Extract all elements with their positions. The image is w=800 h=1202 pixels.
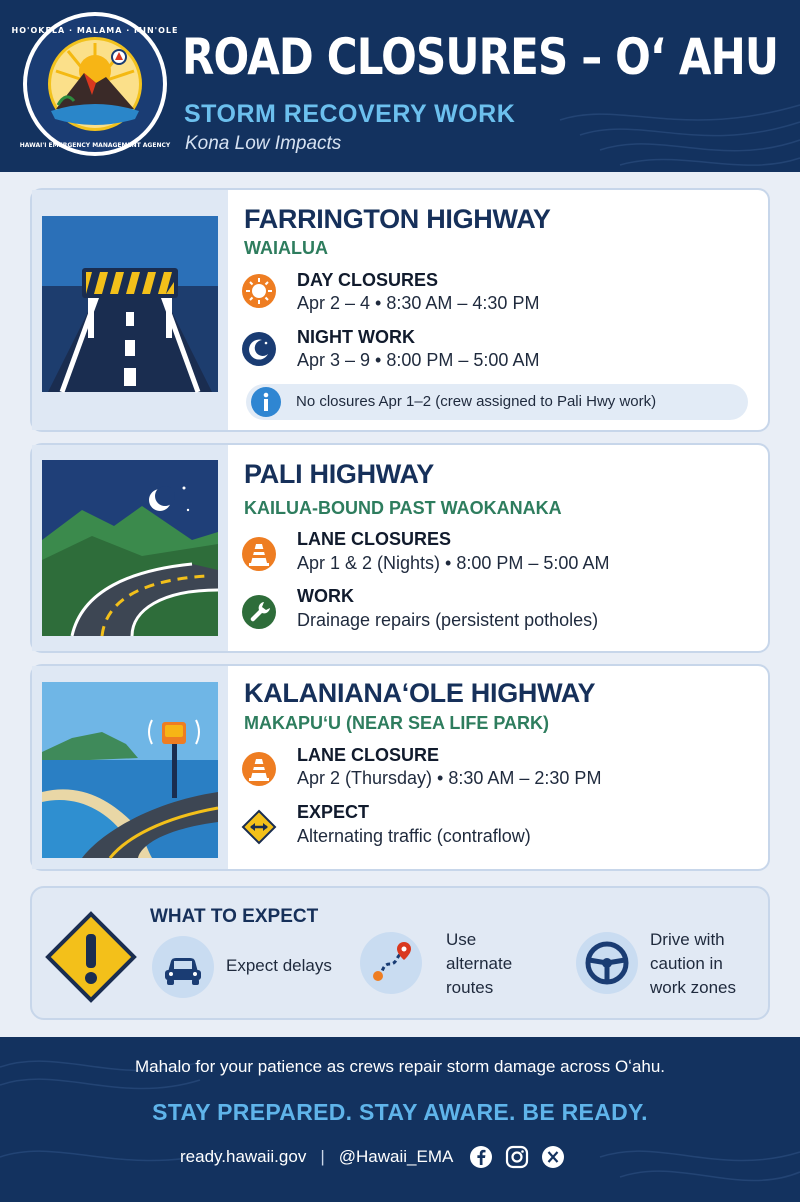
page-subtitle: STORM RECOVERY WORK (184, 100, 516, 128)
info-note-text: No closures Apr 1–2 (crew assigned to Pali Hwy work) (296, 393, 657, 410)
closure-card-kalanianaole (30, 664, 770, 871)
highway-location: KAILUA-BOUND PAST WAOKANAKA (244, 498, 562, 518)
row-label: DAY CLOSURES (297, 270, 439, 290)
page-tagline: Kona Low Impacts (185, 133, 342, 154)
two-way-arrow-sign-icon (242, 810, 276, 844)
website-link[interactable]: ready.hawaii.gov (180, 1147, 307, 1166)
row-detail: Apr 2 (Thursday) • 8:30 AM – 2:30 PM (297, 768, 602, 788)
footer-thanks-text: Mahalo for your patience as crews repair storm damage across Oʻahu. (134, 1057, 666, 1076)
coastal-road-illustration (42, 682, 218, 858)
highway-location: MAKAPUʻU (NEAR SEA LIFE PARK) (244, 713, 549, 733)
seal-text-top: HO'OKELA · MALAMA · MIN'OLE (11, 26, 179, 35)
closure-card-farrington (30, 188, 770, 432)
seal-text-bottom: HAWAI'I EMERGENCY MANAGEMENT AGENCY (19, 142, 171, 149)
sun-icon (242, 274, 276, 308)
expect-line: Use (446, 930, 477, 949)
info-note (246, 384, 748, 420)
what-to-expect-title: WHAT TO EXPECT (150, 906, 319, 927)
traffic-cone-icon (242, 537, 276, 571)
row-label: EXPECT (297, 802, 370, 822)
traffic-cone-icon (242, 752, 276, 786)
footer-links (180, 1143, 565, 1171)
expect-line: routes (446, 978, 494, 997)
row-detail: Drainage repairs (persistent potholes) (297, 610, 599, 630)
moon-icon (242, 332, 276, 366)
warning-sign-icon (46, 912, 136, 1002)
wrench-icon (242, 595, 276, 629)
highway-location: WAIALUA (244, 238, 328, 258)
expect-line: Expect delays (226, 956, 332, 975)
row-label: NIGHT WORK (297, 327, 415, 347)
expect-item-text (226, 954, 332, 978)
highway-name: FARRINGTON HIGHWAY (244, 204, 551, 234)
row-label: LANE CLOSURES (297, 529, 452, 549)
car-icon (152, 936, 214, 998)
row-detail: Alternating traffic (contraflow) (297, 826, 531, 846)
info-icon (250, 386, 282, 418)
expect-item-text (446, 928, 512, 1000)
social-handle-link[interactable]: @Hawaii_EMA (338, 1147, 454, 1166)
expect-line: work zones (650, 978, 736, 997)
row-detail: Apr 3 – 9 • 8:00 PM – 5:00 AM (297, 350, 540, 370)
route-icon (360, 932, 422, 994)
mountain-road-night-illustration (42, 460, 218, 636)
row-label: WORK (297, 586, 354, 606)
expect-line: Drive with (650, 930, 725, 949)
x-icon[interactable] (541, 1145, 565, 1169)
highway-name: KALANIANAʻOLE HIGHWAY (244, 678, 596, 708)
instagram-icon[interactable] (505, 1145, 529, 1169)
facebook-icon[interactable] (469, 1145, 493, 1169)
steering-wheel-icon (576, 932, 638, 994)
expect-item-text (650, 928, 736, 1000)
link-separator: | (320, 1147, 325, 1166)
footer-slogan: STAY PREPARED. STAY AWARE. BE READY. (152, 1099, 648, 1125)
footer-banner (0, 1037, 800, 1202)
road-barricade-illustration (42, 216, 218, 392)
expect-line: caution in (650, 954, 723, 973)
page-title: ROAD CLOSURES – Oʻ AHU (182, 28, 779, 86)
expect-line: alternate (446, 954, 513, 973)
header-banner (0, 0, 800, 172)
what-to-expect-panel (30, 886, 770, 1020)
row-label: LANE CLOSURE (297, 745, 440, 765)
closure-card-pali (30, 443, 770, 653)
hawaii-ema-seal-logo (11, 11, 179, 157)
row-detail: Apr 2 – 4 • 8:30 AM – 4:30 PM (297, 293, 540, 313)
row-detail: Apr 1 & 2 (Nights) • 8:00 PM – 5:00 AM (297, 553, 610, 573)
highway-name: PALI HIGHWAY (244, 459, 434, 489)
